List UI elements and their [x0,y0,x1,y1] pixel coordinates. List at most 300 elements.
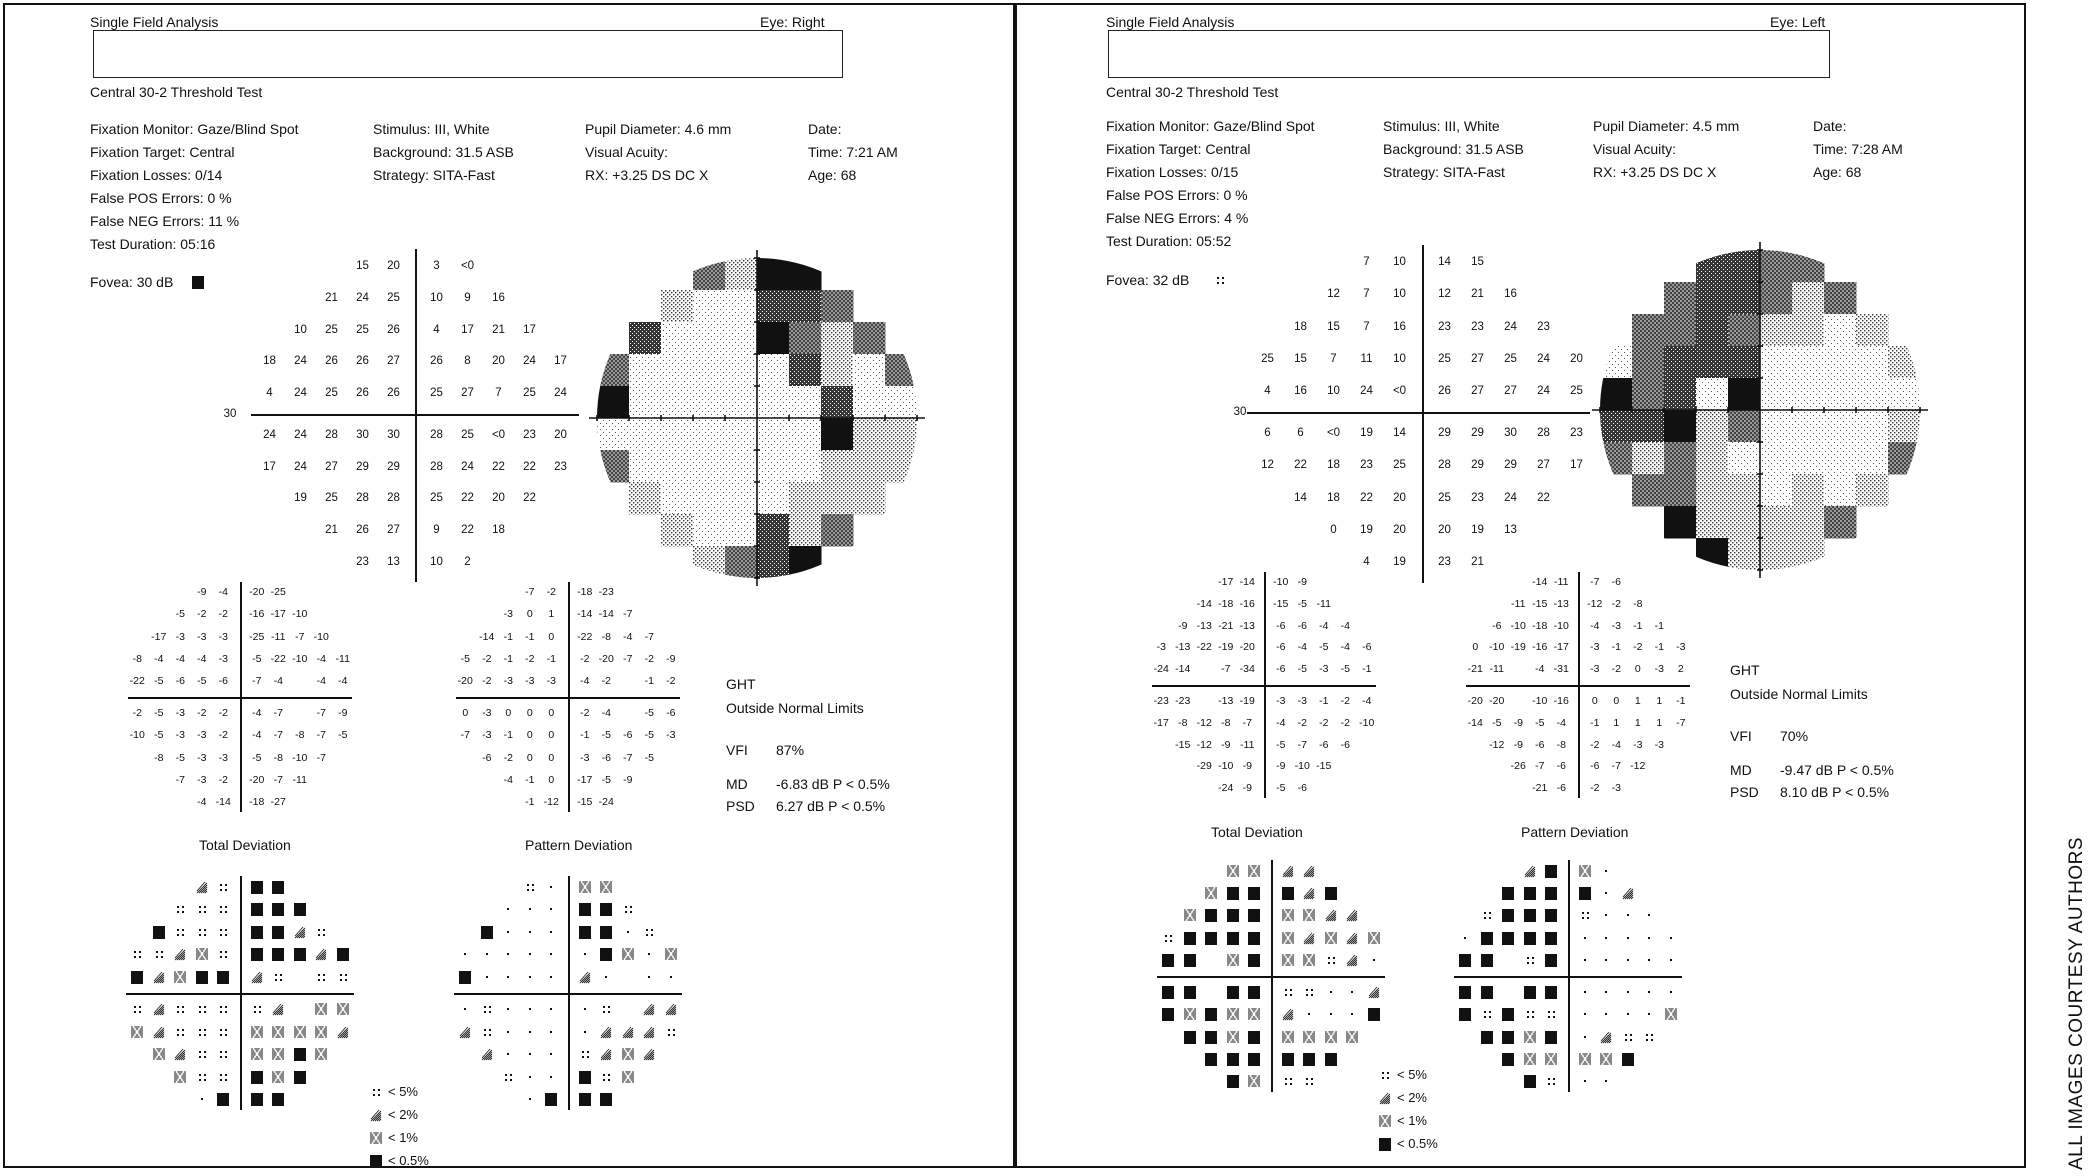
probability-symbol [1302,1052,1316,1066]
legend-symbol [1378,1114,1392,1128]
probability-symbol [1324,908,1338,922]
probability-symbol [1226,886,1240,900]
grid-value: -7 [1297,738,1307,751]
grid-value: 17 [263,460,276,473]
grid-value: -9 [197,586,207,599]
probability-symbol [1480,908,1494,922]
vfi-label: VFI [726,742,748,758]
date-info: Time: 7:21 AM [808,144,898,160]
probability-symbol [523,1070,537,1084]
axis-line [1422,245,1424,583]
probability-symbol [599,1070,613,1084]
grid-value: 21 [325,292,338,305]
probability-symbol [271,1070,285,1084]
probability-symbol [458,947,472,961]
probability-symbol [1621,1030,1635,1044]
grid-value: -5 [338,729,348,742]
grid-value: 1 [1656,716,1663,729]
grid-value: -20 [249,586,265,599]
probability-symbol [1324,953,1338,967]
grid-value: -8 [1556,738,1566,751]
test-info: Fixation Monitor: Gaze/Blind Spot [1106,118,1315,134]
probability-symbol [1544,908,1558,922]
eye-label: Eye: Right [760,14,825,30]
image-credit: ALL IMAGES COURTESY AUTHORS [2066,836,2087,1170]
grid-value: 29 [1438,427,1451,440]
eye-label: Eye: Left [1770,14,1826,30]
grid-value: -16 [1553,694,1569,707]
grid-value: -2 [132,707,142,720]
probability-symbol [1599,985,1613,999]
grid-value: -2 [546,586,556,599]
grid-value: 4 [1363,555,1370,568]
grid-value: -13 [1239,619,1255,632]
probability-symbol [195,1070,209,1084]
probability-symbol [216,925,230,939]
legend-symbol [369,1131,383,1145]
probability-symbol [293,1025,307,1039]
grid-value: 10 [1393,288,1406,301]
grid-value: 6 [1264,427,1271,440]
grid-value: -15 [577,795,593,808]
probability-symbol [544,1025,558,1039]
grid-value: -1 [1654,619,1664,632]
probability-symbol [1204,1007,1218,1021]
grid-value: -6 [482,751,492,764]
probability-symbol [1544,1052,1558,1066]
probability-symbol [195,1002,209,1016]
grid-value: -3 [175,630,185,643]
grid-value: 17 [1570,459,1583,472]
grid-value: 24 [294,387,307,400]
grid-value: -3 [546,674,556,687]
probability-symbol [1501,1052,1515,1066]
grid-value: -16 [249,608,265,621]
grid-value: 0 [548,751,555,764]
grid-value: -10 [1294,760,1310,773]
probability-symbol [664,970,678,984]
grid-value: -2 [1340,694,1350,707]
probability-symbol [523,947,537,961]
probability-symbol [173,947,187,961]
panel-title: Single Field Analysis [1106,14,1235,30]
grid-value: 21 [1471,555,1484,568]
probability-symbol [599,1092,613,1106]
probability-symbol [1642,931,1656,945]
probability-symbol [271,947,285,961]
grid-value: 18 [1294,320,1307,333]
grid-value: -7 [273,707,283,720]
grid-value: 3 [433,260,440,273]
fovea-symbol [1213,273,1227,287]
fovea-symbol [191,275,205,289]
grid-value: -3 [218,751,228,764]
probability-symbol [271,925,285,939]
grid-value: 28 [387,492,400,505]
grid-value: 23 [356,555,369,568]
grid-value: -2 [1611,597,1621,610]
grid-value: -18 [1218,597,1234,610]
grid-value: 24 [263,428,276,441]
probability-symbol [501,902,515,916]
grid-value: -10 [313,630,329,643]
probability-symbol [1599,886,1613,900]
probability-symbol [501,1025,515,1039]
grid-value: -25 [249,630,265,643]
probability-symbol [458,1002,472,1016]
probability-symbol [1281,1007,1295,1021]
grid-value: -8 [601,630,611,643]
probability-symbol [173,902,187,916]
probability-symbol [1599,864,1613,878]
psd-label: PSD [1730,784,1759,800]
grid-value: 30 [1504,427,1517,440]
probability-symbol [544,902,558,916]
grid-value: -4 [273,674,283,687]
probability-symbol [216,1092,230,1106]
legend-label: < 5% [1397,1067,1427,1082]
probability-symbol [1544,985,1558,999]
probability-symbol [1183,985,1197,999]
grid-value: 12 [1438,288,1451,301]
probability-symbol [173,1047,187,1061]
probability-symbol [1664,985,1678,999]
total-deviation-label: Total Deviation [199,837,291,853]
probability-symbol [1501,886,1515,900]
probability-symbol [1578,953,1592,967]
probability-symbol [216,902,230,916]
grid-value: 1 [548,608,555,621]
grid-value: 7 [1363,288,1370,301]
legend-label: < 0.5% [1397,1136,1438,1151]
vfi-label: VFI [1730,728,1752,744]
grid-value: 0 [548,630,555,643]
grid-value: -9 [1242,782,1252,795]
probability-symbol [130,1025,144,1039]
stimulus-info: Stimulus: III, White [373,121,490,137]
probability-symbol [1302,931,1316,945]
grid-value: -10 [1553,619,1569,632]
grid-value: -7 [1242,716,1252,729]
probability-symbol [1302,886,1316,900]
grid-value: -3 [503,674,513,687]
probability-symbol [1458,953,1472,967]
axis-line [1271,860,1273,1092]
grid-value: 13 [1504,523,1517,536]
grid-value: -7 [1590,575,1600,588]
probability-symbol [578,1092,592,1106]
probability-symbol [216,1002,230,1016]
probability-symbol [480,1025,494,1039]
probability-symbol [501,925,515,939]
grid-value: -10 [129,729,145,742]
grid-value: 28 [1537,427,1550,440]
probability-symbol [1247,1052,1261,1066]
grid-value: -5 [154,707,164,720]
grid-value: 0 [462,707,469,720]
grid-value: -14 [1196,597,1212,610]
probability-symbol [1642,1007,1656,1021]
md-value: -9.47 dB P < 0.5% [1780,762,1894,778]
grid-value: -6 [623,729,633,742]
grid-value: -4 [1297,641,1307,654]
probability-symbol [1544,864,1558,878]
grid-value: -5 [154,674,164,687]
probability-symbol [642,925,656,939]
grid-value: -23 [1175,694,1191,707]
grid-value: -7 [1611,760,1621,773]
probability-symbol [1226,931,1240,945]
grid-value: -10 [292,608,308,621]
probability-symbol [1501,1007,1515,1021]
grid-value: -1 [1362,663,1372,676]
grid-value: -24 [598,795,614,808]
grid-value: 19 [1360,427,1373,440]
probability-symbol [1324,1007,1338,1021]
legend-label: < 5% [388,1084,418,1099]
grid-value: -2 [1590,738,1600,751]
probability-symbol [599,1025,613,1039]
probability-symbol [1523,985,1537,999]
probability-symbol [1161,985,1175,999]
test-name: Central 30-2 Threshold Test [90,84,263,100]
grid-value: 1 [1634,716,1641,729]
pupil-info: RX: +3.25 DS DC X [1593,164,1717,180]
grid-value: -20 [249,773,265,786]
probability-symbol [1621,886,1635,900]
grid-value: -3 [1633,738,1643,751]
axis-label-30-left: 30 [223,408,237,420]
probability-symbol [1621,931,1635,945]
grid-value: 23 [1360,459,1373,472]
test-info: Test Duration: 05:16 [90,236,216,252]
grid-value: -1 [644,674,654,687]
vfi-value: 70% [1780,728,1809,744]
probability-symbol [544,970,558,984]
probability-symbol [1345,908,1359,922]
test-info: Fixation Monitor: Gaze/Blind Spot [90,121,299,137]
grid-value: -3 [482,707,492,720]
grid-value: -5 [252,652,262,665]
grid-value: -6 [175,674,185,687]
probability-symbol [1302,864,1316,878]
grid-value: 21 [1471,288,1484,301]
grayscale-field-plot [1590,240,1930,580]
axis-line [568,582,570,813]
probability-symbol [130,970,144,984]
probability-symbol [544,1070,558,1084]
grid-value: 2 [1677,663,1684,676]
grid-value: -1 [1611,641,1621,654]
grid-value: -9 [623,773,633,786]
grid-value: -2 [482,652,492,665]
probability-symbol [1247,985,1261,999]
probability-symbol [1302,1074,1316,1088]
grid-value: -5 [175,751,185,764]
probability-symbol [1302,985,1316,999]
grid-value: -9 [1221,738,1231,751]
pupil-info: Pupil Diameter: 4.5 mm [1593,118,1740,134]
probability-symbol [250,925,264,939]
probability-symbol [152,1002,166,1016]
probability-symbol [1544,1030,1558,1044]
probability-symbol [578,947,592,961]
grid-value: -19 [1510,641,1526,654]
probability-symbol [1544,953,1558,967]
ght-result: Outside Normal Limits [1730,686,1868,702]
grid-value: 1 [1634,694,1641,707]
probability-symbol [1281,864,1295,878]
probability-symbol [621,1025,635,1039]
probability-symbol [1621,1052,1635,1066]
grid-value: 14 [1393,427,1406,440]
grid-value: 14 [1294,491,1307,504]
stimulus-info: Background: 31.5 ASB [1383,141,1524,157]
probability-symbol [250,880,264,894]
probability-symbol [544,947,558,961]
probability-symbol [1458,1007,1472,1021]
grid-value: -2 [197,707,207,720]
axis-line [240,582,242,813]
grid-value: -1 [525,630,535,643]
grid-value: -18 [1532,619,1548,632]
grid-value: 0 [548,707,555,720]
grid-value: -4 [175,652,185,665]
probability-symbol [1302,908,1316,922]
grid-value: -7 [252,674,262,687]
grid-value: 25 [325,387,338,400]
probability-symbol [1599,1030,1613,1044]
legend-label: < 1% [388,1130,418,1145]
grid-value: -19 [1239,694,1255,707]
probability-symbol [336,947,350,961]
probability-symbol [1664,953,1678,967]
legend-symbol [1378,1137,1392,1151]
grid-value: -24 [1153,663,1169,676]
grid-value: -8 [132,652,142,665]
probability-symbol [1367,1007,1381,1021]
probability-symbol [195,902,209,916]
grid-value: -14 [215,795,231,808]
probability-symbol [1204,886,1218,900]
grid-value: -12 [1196,716,1212,729]
pupil-info: Visual Acuity: [585,144,669,160]
probability-symbol [544,1092,558,1106]
probability-symbol [1183,931,1197,945]
grid-value: 22 [1360,491,1373,504]
probability-symbol [1324,931,1338,945]
grid-value: -3 [503,608,513,621]
grid-value: -13 [1175,641,1191,654]
probability-symbol [314,970,328,984]
probability-symbol [271,880,285,894]
grid-value: -4 [580,674,590,687]
grid-value: -23 [598,586,614,599]
grid-value: 0 [526,707,533,720]
probability-symbol [523,880,537,894]
probability-symbol [216,1025,230,1039]
grid-value: 4 [266,387,273,400]
probability-symbol [1247,1007,1261,1021]
grid-value: 10 [430,292,443,305]
probability-symbol [1226,908,1240,922]
grid-value: -5 [644,707,654,720]
axis-line [1264,572,1266,799]
probability-symbol [1621,908,1635,922]
grid-value: -4 [252,707,262,720]
grid-value: -22 [129,674,145,687]
probability-symbol [1345,985,1359,999]
probability-symbol [293,902,307,916]
grid-value: -6 [1276,641,1286,654]
probability-symbol [523,1092,537,1106]
probability-symbol [293,925,307,939]
grid-value: 8 [464,355,471,368]
legend-label: < 2% [1397,1090,1427,1105]
grid-value: 22 [1294,459,1307,472]
grid-value: -18 [249,795,265,808]
probability-symbol [152,970,166,984]
grid-value: -4 [1340,641,1350,654]
grid-value: 20 [1570,352,1583,365]
probability-symbol [1345,931,1359,945]
grid-value: -3 [1654,663,1664,676]
grid-value: -8 [1221,716,1231,729]
grid-value: -17 [151,630,167,643]
grid-value: -16 [1532,641,1548,654]
grid-value: 2 [464,555,471,568]
probability-symbol [1480,1030,1494,1044]
grid-value: -5 [154,729,164,742]
probability-symbol [293,1070,307,1084]
grid-value: -2 [1611,663,1621,676]
grid-value: -2 [218,707,228,720]
grid-value: -24 [1218,782,1234,795]
total-deviation-label: Total Deviation [1211,824,1303,840]
grid-value: 27 [1537,459,1550,472]
grid-value: -2 [197,608,207,621]
grid-value: -7 [1676,716,1686,729]
legend-symbol [1378,1068,1392,1082]
grid-value: 15 [1294,352,1307,365]
grid-value: 20 [1393,523,1406,536]
probability-symbol [1544,1007,1558,1021]
grid-value: -4 [1611,738,1621,751]
grid-value: -9 [1513,738,1523,751]
probability-symbol [1367,953,1381,967]
grid-value: -7 [1535,760,1545,773]
probability-symbol [216,1070,230,1084]
grid-value: -7 [316,729,326,742]
legend-symbol [1378,1091,1392,1105]
grid-value: 16 [1294,384,1307,397]
probability-symbol [195,925,209,939]
probability-symbol [621,925,635,939]
probability-symbol [523,1047,537,1061]
grid-value: 23 [1471,491,1484,504]
grid-value: -3 [1156,641,1166,654]
grid-value: -1 [1590,716,1600,729]
probability-symbol [1621,1007,1635,1021]
probability-symbol [599,1047,613,1061]
grid-value: <0 [460,260,475,273]
grid-value: 23 [523,428,536,441]
grid-value: 25 [1261,352,1274,365]
probability-symbol [501,970,515,984]
grid-value: 18 [492,523,505,536]
grid-value: 25 [430,492,443,505]
probability-symbol [599,925,613,939]
